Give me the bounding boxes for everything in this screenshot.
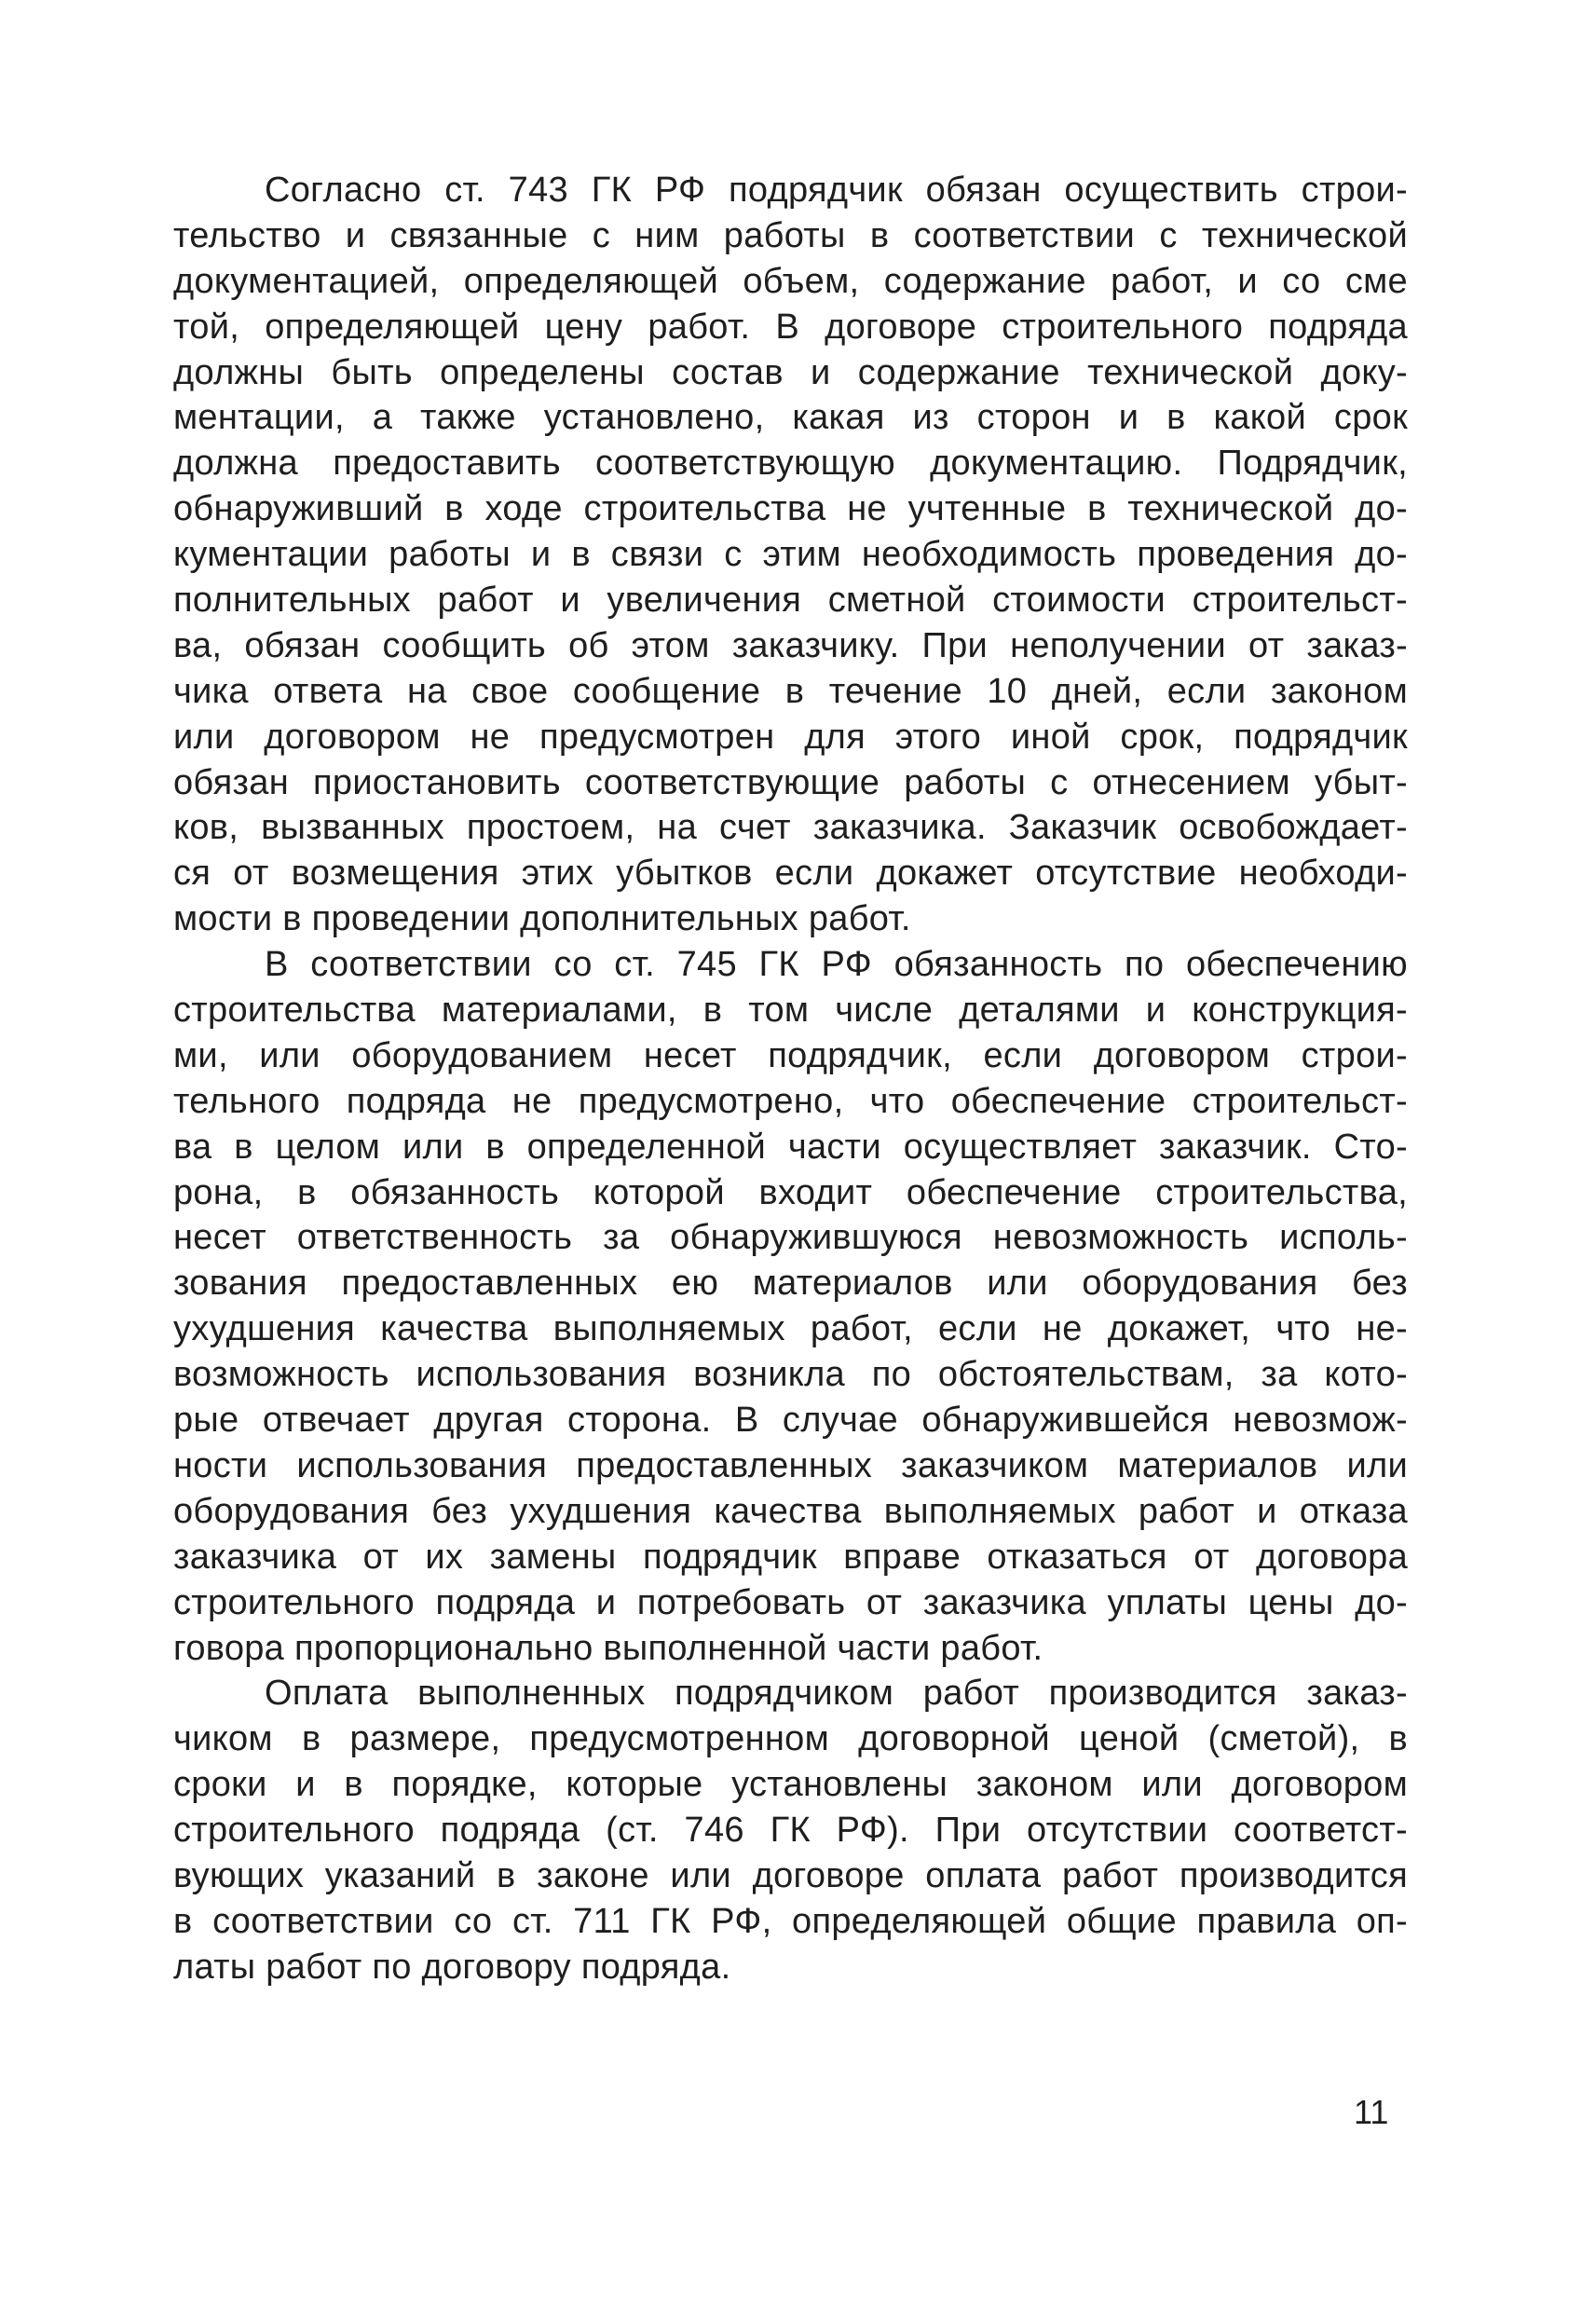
- text-line: тельство и связанные с ним работы в соответствии с технической: [173, 215, 1408, 255]
- paragraph: [173, 1671, 1408, 1989]
- text-line: рона, в обязанность которой входит обеспечение строительства,: [173, 1172, 1408, 1212]
- paragraph: [173, 168, 1408, 942]
- text-line: обязан приостановить соответствующие работы с отнесением убыт-: [173, 762, 1408, 802]
- text-line: оборудования без ухудшения качества выполняемых работ и отказа: [173, 1491, 1408, 1531]
- text-line: зования предоставленных ею материалов или оборудования без: [173, 1264, 1408, 1304]
- text-line: полнительных работ и увеличения сметной стоимости строительст-: [173, 581, 1408, 621]
- text-line: тельного подряда не предусмотрено, что обеспечение строительст-: [173, 1081, 1408, 1121]
- page-number: 11: [1354, 2093, 1389, 2131]
- text-line: обнаруживший в ходе строительства не учтенные в технической до-: [173, 489, 1408, 529]
- text-line: ков, вызванных простоем, на счет заказчика. Заказчик освобождает-: [173, 808, 1408, 848]
- text-line: той, определяющей цену работ. В договоре строительного подряда: [173, 307, 1408, 347]
- paragraph: [173, 942, 1408, 1671]
- text-line: ми, или оборудованием несет подрядчик, если договором строи-: [173, 1035, 1408, 1075]
- text-line: строительного подряда (ст. 746 ГК РФ). При отсутствии соответст-: [173, 1811, 1408, 1851]
- text-line: говора пропорционально выполненной части работ.: [173, 1628, 1043, 1668]
- text-line: Оплата выполненных подрядчиком работ производится заказ-: [265, 1674, 1408, 1714]
- text-line: кументации работы и в связи с этим необходимость проведения до-: [173, 535, 1408, 575]
- text-line: должны быть определены состав и содержание технической доку-: [173, 352, 1408, 392]
- text-line: ности использования предоставленных заказчиком материалов или: [173, 1445, 1408, 1485]
- text-line: чика ответа на свое сообщение в течение 10 дней, если законом: [173, 671, 1408, 711]
- text-line: возможность использования возникла по обстоятельствам, за кото-: [173, 1355, 1408, 1395]
- text-line: заказчика от их замены подрядчик вправе отказаться от договора: [173, 1537, 1408, 1577]
- text-line: строительного подряда и потребовать от заказчика уплаты цены до-: [173, 1582, 1408, 1622]
- text-line: ментации, а также установлено, какая из сторон и в какой срок: [173, 398, 1408, 438]
- text-line: в соответствии со ст. 711 ГК РФ, определяющей общие правила оп-: [173, 1901, 1408, 1941]
- text-line: вующих указаний в законе или договоре оплата работ производится: [173, 1855, 1408, 1895]
- text-line: сроки и в порядке, которые установлены законом или договором: [173, 1765, 1408, 1805]
- text-line: должна предоставить соответствующую документацию. Подрядчик,: [173, 444, 1408, 484]
- text-line: строительства материалами, в том числе деталями и конструкция-: [173, 991, 1408, 1031]
- text-line: Согласно ст. 743 ГК РФ подрядчик обязан осуществить строи-: [265, 171, 1408, 210]
- text-line: латы работ по договору подряда.: [173, 1947, 731, 1987]
- text-line: ва, обязан сообщить об этом заказчику. При неполучении от заказ-: [173, 625, 1408, 665]
- text-line: или договором не предусмотрен для этого иной срок, подрядчик: [173, 717, 1408, 757]
- text-line: несет ответственность за обнаружившуюся невозможность исполь-: [173, 1218, 1408, 1258]
- text-line: В соответствии со ст. 745 ГК РФ обязанность по обеспечению: [265, 945, 1408, 985]
- text-line: ухудшения качества выполняемых работ, если не докажет, что не-: [173, 1309, 1408, 1349]
- page-body: [173, 168, 1408, 1990]
- text-line: ва в целом или в определенной части осуществляет заказчик. Сто-: [173, 1127, 1408, 1167]
- text-line: ся от возмещения этих убытков если докажет отсутствие необходи-: [173, 854, 1408, 894]
- text-line: мости в проведении дополнительных работ.: [173, 899, 911, 939]
- text-line: рые отвечает другая сторона. В случае обнаружившейся невозмож-: [173, 1401, 1408, 1441]
- text-line: документацией, определяющей объем, содержание работ, и со сме: [173, 261, 1408, 301]
- text-line: чиком в размере, предусмотренном договорной ценой (сметой), в: [173, 1719, 1408, 1759]
